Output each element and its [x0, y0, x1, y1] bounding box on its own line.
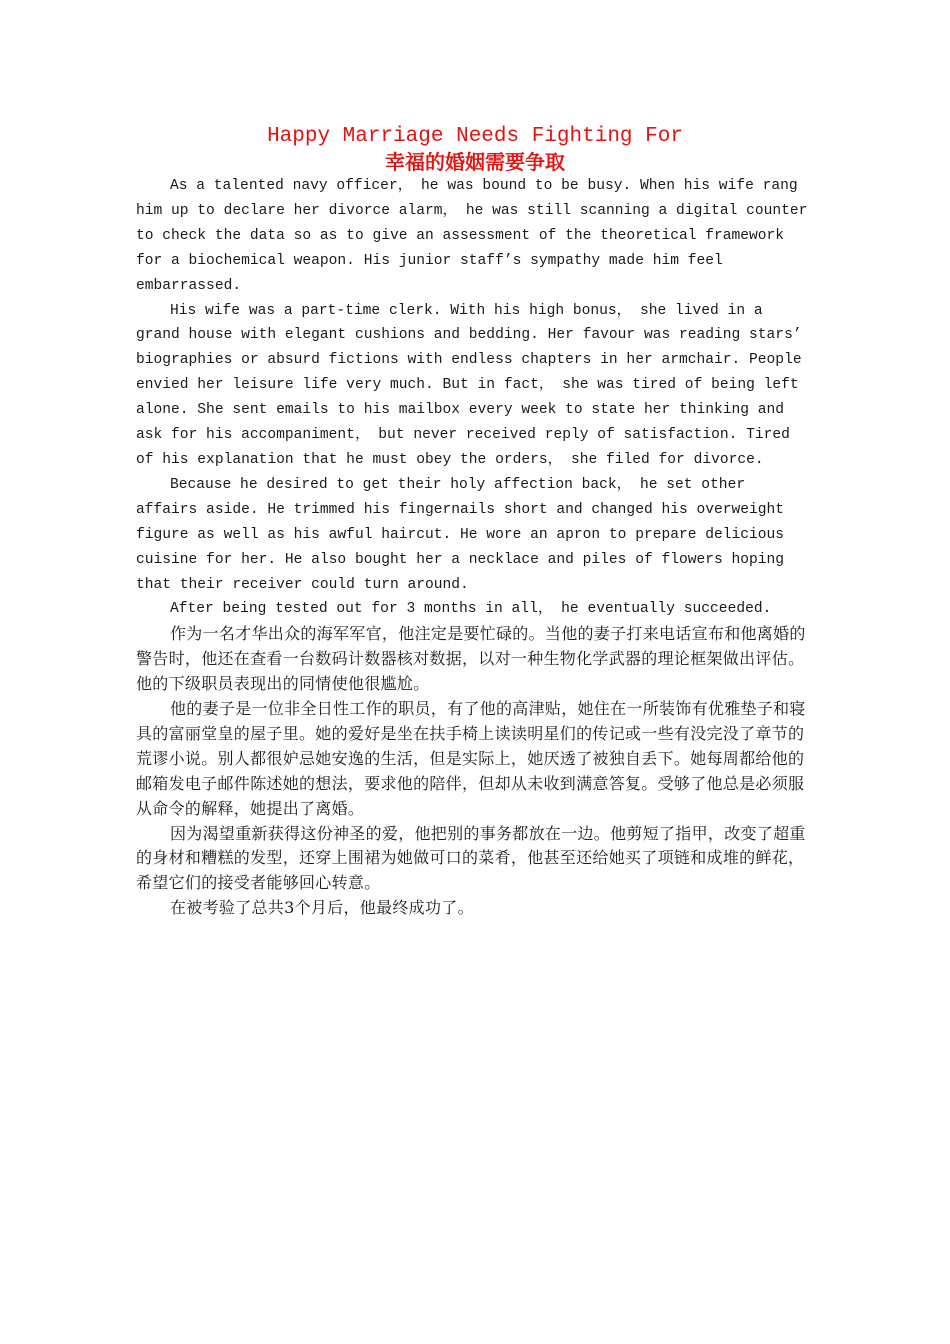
english-paragraph-3: Because he desired to get their holy affection back， he set other affairs aside. He trimmed his fingernails short and changed his overweight figure as well as his awful haircut. He wore an apron to prepare delicious cuisine for her. He also bought her a necklace and piles of flowers hoping that their receiver could turn around.	[136, 476, 785, 593]
article-body	[136, 174, 811, 921]
title-chinese: 幸福的婚姻需要争取	[385, 150, 565, 174]
chinese-paragraph-4: 在被考验了总共3个月后，他最终成功了。	[170, 898, 474, 918]
chinese-paragraph-1: 作为一名才华出众的海军军官，他注定是要忙碌的。当他的妻子打来电话宣布和他离婚的警告时，他还在查看一台数码计数器核对数据，以对一种生物化学武器的理论框架做出评估。他的下级职员表现出的同情使他很尴尬。	[136, 624, 806, 694]
chinese-paragraph-2: 他的妻子是一位非全日性工作的职员，有了他的高津贴，她住在一所装饰有优雅垫子和寝具的富丽堂皇的屋子里。她的爱好是坐在扶手椅上读读明星们的传记或一些有没完没了章节的荒谬小说。别人都很妒忌她安逸的生活，但是实际上，她厌透了被独自丢下。她每周都给他的邮箱发电子邮件陈述她的想法，要求他的陪伴，但却从未收到满意答复。受够了他总是必须服从命令的解释，她提出了离婚。	[136, 699, 806, 818]
title-block	[0, 124, 950, 174]
chinese-paragraph-3: 因为渴望重新获得这份神圣的爱，他把别的事务都放在一边。他剪短了指甲，改变了超重的身材和糟糕的发型，还穿上围裙为她做可口的菜肴，他甚至还给她买了项链和成堆的鲜花，希望它们的接受者能够回心转意。	[136, 823, 806, 893]
title-english: Happy Marriage Needs Fighting For	[267, 125, 683, 148]
english-paragraph-4: After being tested out for 3 months in all， he eventually succeeded.	[170, 601, 772, 618]
english-paragraph-2: His wife was a part-time clerk. With his high bonus， she lived in a grand house with elegant cushions and bedding. Her favour was reading stars’ biographies or absurd fictions with endless chapters in her armchair. People envied her leisure life very much. But in fact， she was tired of being left alone. She sent emails to his mailbox every week to state her thinking and ask for his accompaniment， but never received reply of satisfaction. Tired of his explanation that he must obey the orders， she filed for divorce.	[136, 302, 802, 468]
english-paragraph-1: As a talented navy officer， he was bound to be busy. When his wife rang him up to declare her divorce alarm， he was still scanning a digital counter to check the data so as to give an assessment of the theoretical framework for a biochemical weapon. His junior staff’s sympathy made him feel embarrassed.	[136, 178, 808, 294]
